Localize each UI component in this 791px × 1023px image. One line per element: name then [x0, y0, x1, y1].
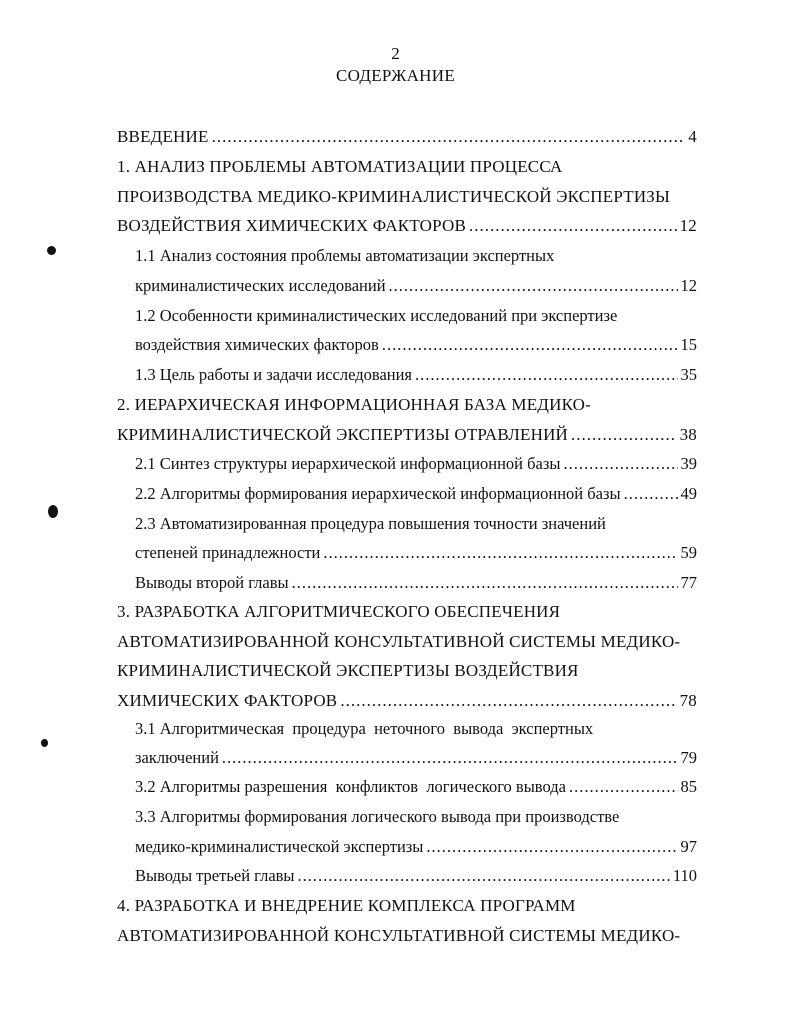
toc-entry-title: Выводы третьей главы: [135, 866, 295, 885]
toc-entry-title: воздействия химических факторов: [135, 335, 379, 354]
toc-entry-title: ВВЕДЕНИЕ: [117, 127, 209, 146]
toc-chapter-4-line: 4. РАЗРАБОТКА И ВНЕДРЕНИЕ КОМПЛЕКСА ПРОГРАММ: [117, 896, 576, 915]
toc-entry-title: медико-криминалистической экспертизы: [135, 837, 424, 856]
toc-section-3-1-line: 3.1 Алгоритмическая процедура неточного вывода экспертных: [135, 719, 594, 738]
toc-entry-section-2-3[interactable]: [135, 538, 697, 568]
toc-entry-title: 3.2 Алгоритмы разрешения конфликтов логического вывода: [135, 777, 566, 796]
toc-chapter-2-line: 2. ИЕРАРХИЧЕСКАЯ ИНФОРМАЦИОННАЯ БАЗА МЕДИКО-: [117, 395, 592, 414]
toc-section-1-2-line: 1.2 Особенности криминалистических исследований при экспертизе: [135, 306, 618, 325]
toc-entry-page: 4: [688, 127, 697, 146]
toc-entry-page: 35: [680, 365, 697, 384]
toc-entry-title: степеней принадлежности: [135, 543, 321, 562]
toc-entry-title: криминалистических исследований: [135, 276, 386, 295]
scan-mark: [48, 505, 58, 518]
toc-chapter-3-line: КРИМИНАЛИСТИЧЕСКОЙ ЭКСПЕРТИЗЫ ВОЗДЕЙСТВИЯ: [117, 661, 579, 680]
scan-mark: [47, 246, 56, 255]
toc-entry-title: ХИМИЧЕСКИХ ФАКТОРОВ: [117, 691, 338, 710]
toc-entry-page: 38: [679, 425, 697, 444]
dot-leader: [382, 330, 678, 360]
toc-entry-page: 39: [680, 454, 697, 473]
dot-leader: [292, 568, 678, 598]
dot-leader: [298, 861, 670, 891]
toc-entry-section-3-3[interactable]: [135, 832, 697, 862]
toc-entry-page: 110: [672, 866, 697, 885]
toc-entry-section-3-2[interactable]: [135, 772, 697, 802]
toc-chapter-3-line: АВТОМАТИЗИРОВАННОЙ КОНСУЛЬТАТИВНОЙ СИСТЕМЫ МЕДИКО-: [117, 632, 681, 651]
toc-entry-page: 78: [679, 691, 697, 710]
toc-entry-title: 2.1 Синтез структуры иерархической информационной базы: [135, 454, 561, 473]
toc-entry-title: заключений: [135, 748, 219, 767]
toc-entry-title: 1.3 Цель работы и задачи исследования: [135, 365, 413, 384]
toc-entry-title: 2.2 Алгоритмы формирования иерархической информационной базы: [135, 484, 621, 503]
toc-entry-page: 77: [680, 573, 697, 592]
toc-entry-title: КРИМИНАЛИСТИЧЕСКОЙ ЭКСПЕРТИЗЫ ОТРАВЛЕНИЙ: [117, 425, 569, 444]
dot-leader: [569, 772, 678, 802]
dot-leader: [469, 211, 677, 241]
toc-chapter-4-line: АВТОМАТИЗИРОВАННОЙ КОНСУЛЬТАТИВНОЙ СИСТЕМЫ МЕДИКО-: [117, 926, 681, 945]
toc-entry-page: 15: [680, 335, 697, 354]
toc-entry-section-1-3[interactable]: [135, 360, 697, 390]
toc-entry-conclusions-2[interactable]: [135, 568, 697, 598]
toc-entry-page: 12: [679, 216, 697, 235]
toc-chapter-3-line: 3. РАЗРАБОТКА АЛГОРИТМИЧЕСКОГО ОБЕСПЕЧЕНИЯ: [117, 602, 561, 621]
page-number: 2: [391, 44, 400, 63]
toc-entry-section-2-2[interactable]: [135, 479, 697, 509]
toc-entry-title: ВОЗДЕЙСТВИЯ ХИМИЧЕСКИХ ФАКТОРОВ: [117, 216, 467, 235]
dot-leader: [571, 420, 677, 450]
dot-leader: [323, 538, 677, 568]
dot-leader: [389, 271, 678, 301]
toc-entry-page: 85: [680, 777, 697, 796]
dot-leader: [340, 686, 676, 716]
toc-entry-intro[interactable]: [117, 122, 697, 152]
page-title: СОДЕРЖАНИЕ: [335, 66, 456, 85]
dot-leader: [426, 832, 677, 862]
toc-entry-section-2-1[interactable]: [135, 449, 697, 479]
toc-section-2-3-line: 2.3 Автоматизированная процедура повышения точности значений: [135, 514, 606, 533]
toc-entry-page: 59: [680, 543, 697, 562]
toc-entry-section-1-2[interactable]: [135, 330, 697, 360]
toc-entry-section-3-1[interactable]: [135, 743, 697, 773]
toc-entry-page: 12: [680, 276, 697, 295]
dot-leader: [624, 479, 678, 509]
toc-entry-page: 49: [680, 484, 697, 503]
toc-entry-page: 79: [680, 748, 697, 767]
toc-section-1-1-line: 1.1 Анализ состояния проблемы автоматизации экспертных: [135, 246, 555, 265]
scan-mark: [41, 739, 48, 747]
dot-leader: [212, 122, 686, 152]
toc-chapter-1-line: ПРОИЗВОДСТВА МЕДИКО-КРИМИНАЛИСТИЧЕСКОЙ ЭКСПЕРТИЗЫ: [117, 187, 671, 206]
toc-chapter-1-line: 1. АНАЛИЗ ПРОБЛЕМЫ АВТОМАТИЗАЦИИ ПРОЦЕССА: [117, 157, 563, 176]
dot-leader: [563, 449, 677, 479]
toc-section-3-3-line: 3.3 Алгоритмы формирования логического вывода при производстве: [135, 807, 620, 826]
toc-entry-title: Выводы второй главы: [135, 573, 289, 592]
dot-leader: [415, 360, 677, 390]
toc-entry-conclusions-3[interactable]: [135, 861, 697, 891]
toc-entry-section-1-1[interactable]: [135, 271, 697, 301]
toc-entry-page: 97: [680, 837, 697, 856]
dot-leader: [222, 743, 678, 773]
toc-entry-chapter-1[interactable]: [117, 211, 697, 241]
toc-entry-chapter-2[interactable]: [117, 420, 697, 450]
toc-entry-chapter-3[interactable]: [117, 686, 697, 716]
